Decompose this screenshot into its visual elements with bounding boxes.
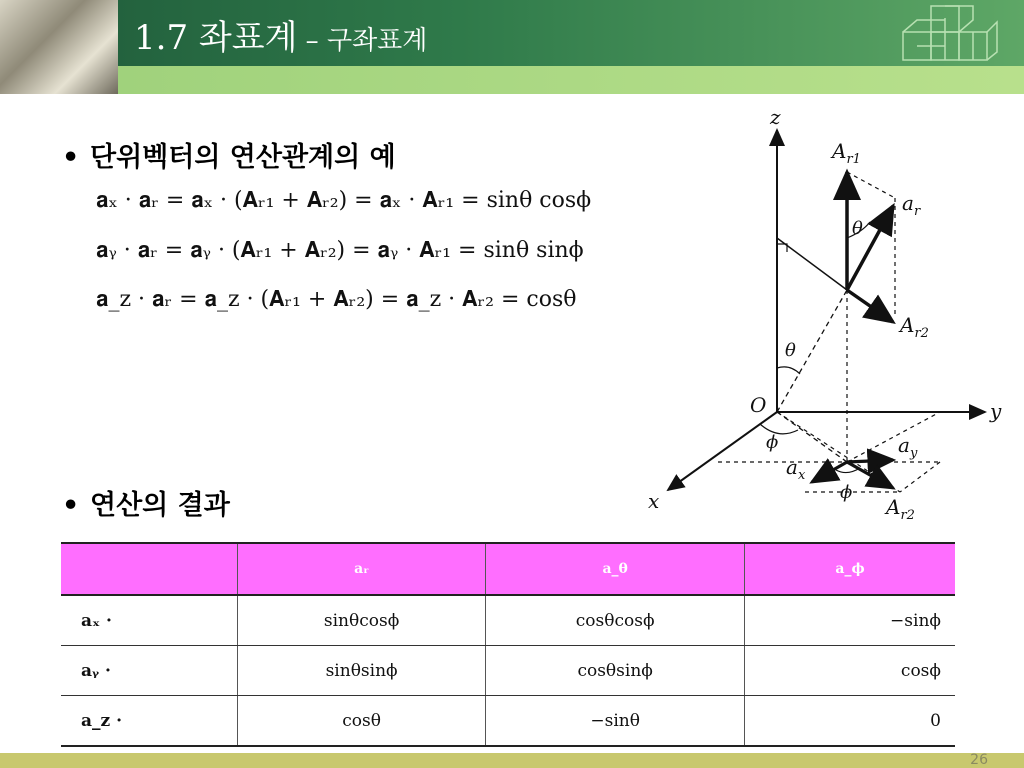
label-Ar2-base: $A_{r2}$ <box>886 495 915 523</box>
bullet-ops-example: • 단위벡터의 연산관계의 예 <box>62 142 396 173</box>
title-main: 1.7 좌표계 <box>134 18 298 58</box>
table-header-cell: 𝐚_ϕ <box>745 543 955 595</box>
table-row <box>61 696 955 747</box>
label-x: x <box>648 489 660 513</box>
label-Ar1: $A_{r1}$ <box>832 139 861 167</box>
spherical-coordinate-diagram <box>640 96 1020 528</box>
label-origin: O <box>750 393 767 417</box>
label-ar: $a_r$ <box>902 191 921 219</box>
title-subtitle: – 구좌표계 <box>297 26 428 56</box>
header-photo <box>0 0 118 94</box>
equation-az-ar: 𝐚_z · 𝐚ᵣ = 𝐚_z · (𝐀ᵣ₁ + 𝐀ᵣ₂) = 𝐚_z · 𝐀ᵣ₂ = cosθ <box>96 287 577 312</box>
table-cell: 𝐚ᵧ · <box>61 646 238 696</box>
xy-diag2 <box>847 412 940 462</box>
equation-ax-ar: 𝐚ₓ · 𝐚ᵣ = 𝐚ₓ · (𝐀ᵣ₁ + 𝐀ᵣ₂) = 𝐚ₓ · 𝐀ᵣ₁ = sinθ cosϕ <box>96 188 592 213</box>
table-cell: cosθ <box>238 696 486 747</box>
label-ay: $a_y$ <box>898 433 918 461</box>
table-cell: 𝐚ₓ · <box>61 595 238 646</box>
label-theta-top: θ <box>852 218 863 239</box>
table-cell: cosθcosϕ <box>486 595 745 646</box>
table-cell: sinθcosϕ <box>238 595 486 646</box>
result-table <box>61 542 955 747</box>
box-top <box>847 172 895 198</box>
table-cell: sinθsinϕ <box>238 646 486 696</box>
table-cell: cosϕ <box>745 646 955 696</box>
label-ax: $a_x$ <box>786 455 806 483</box>
table-cell: 𝐚_z · <box>61 696 238 747</box>
table-cell: 0 <box>745 696 955 747</box>
vector-Ar2 <box>847 290 893 322</box>
table-header-cell: 𝐚_θ <box>486 543 745 595</box>
table-cell: −sinϕ <box>745 595 955 646</box>
equation-ay-ar: 𝐚ᵧ · 𝐚ᵣ = 𝐚ᵧ · (𝐀ᵣ₁ + 𝐀ᵣ₂) = 𝐚ᵧ · 𝐀ᵣ₁ = sinθ sinϕ <box>96 238 584 263</box>
vector-ay <box>847 460 893 462</box>
bullet-result-text: 연산의 결과 <box>90 490 230 521</box>
label-Ar2: $A_{r2}$ <box>900 313 929 341</box>
vector-Ar2-base <box>847 462 893 488</box>
label-phi: ϕ <box>766 432 779 453</box>
xy-plane-right <box>900 462 940 492</box>
label-z: z <box>770 105 781 129</box>
bullet-ops-example-text: 단위벡터의 연산관계의 예 <box>90 142 396 173</box>
table-cell: cosθsinϕ <box>486 646 745 696</box>
cube-logo-icon <box>893 4 1003 66</box>
label-theta: θ <box>785 340 796 361</box>
table-header-row <box>61 543 955 595</box>
table-row <box>61 646 955 696</box>
label-phi-base: ϕ <box>840 482 853 503</box>
header-strip <box>0 66 1024 94</box>
bullet-result: • 연산의 결과 <box>62 490 230 521</box>
table-header-cell: 𝐚ᵣ <box>238 543 486 595</box>
footer-bar <box>0 753 1024 768</box>
page-number: 26 <box>970 752 988 768</box>
theta-arc <box>777 367 800 374</box>
table-cell: −sinθ <box>486 696 745 747</box>
x-axis <box>668 412 777 490</box>
table-header-cell <box>61 543 238 595</box>
slide-title <box>134 10 427 59</box>
table-row <box>61 595 955 646</box>
label-y: y <box>990 399 1002 423</box>
